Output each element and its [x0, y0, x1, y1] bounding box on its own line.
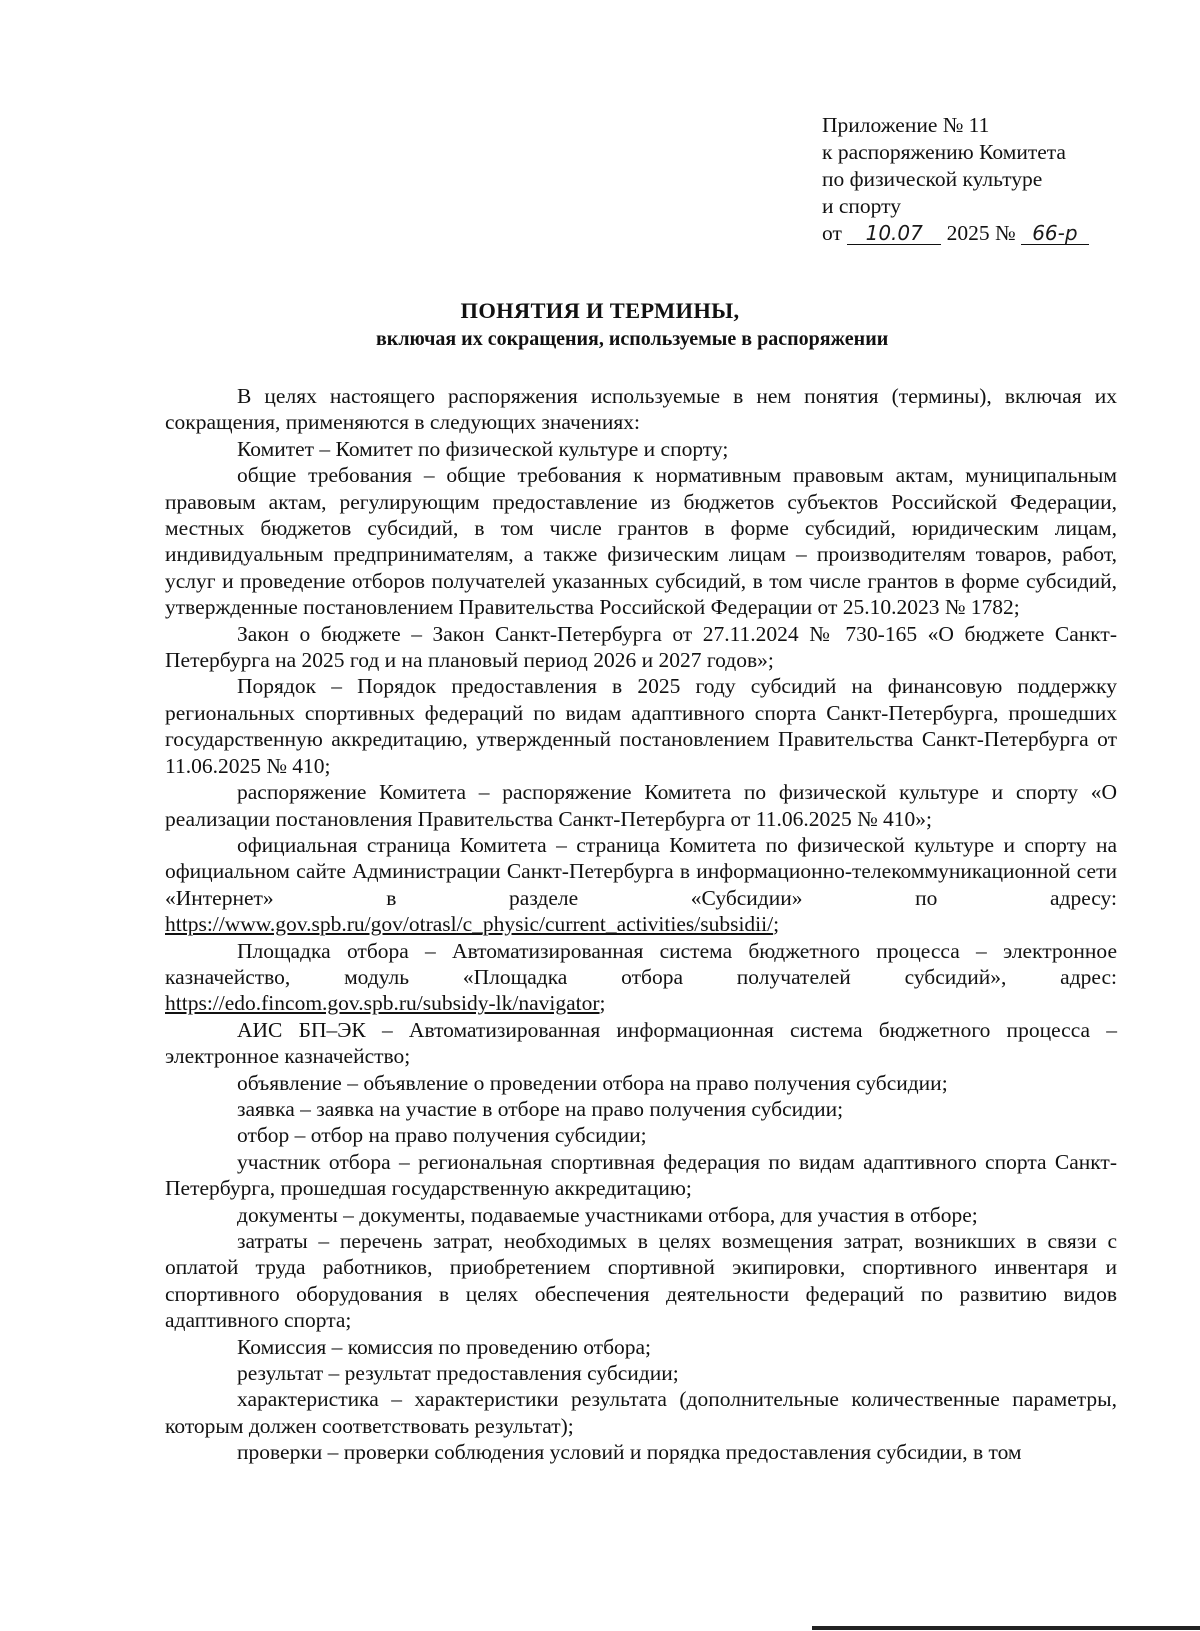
paragraph: АИС БП–ЭК – Автоматизированная информационная система бюджетного процесса – электронное казначейство; [165, 1017, 1117, 1069]
paragraph: Порядок – Порядок предоставления в 2025 году субсидий на финансовую поддержку региональных спортивных федераций по видам адаптивного спорта Санкт-Петербурга, прошедших государственную аккредитацию, утвержденный постановлением Правительства Санкт-Петербурга от 11.06.2025 № 410; [165, 674, 1117, 778]
paragraph: участник отбора – региональная спортивная федерация по видам адаптивного спорта Санкт-Петербурга, прошедшая государственную аккредитацию; [165, 1149, 1117, 1201]
appendix-line-4: и спорту [822, 194, 902, 218]
paragraph-last: проверки – проверки соблюдения условий и порядка предоставления субсидии, в том [237, 1440, 1022, 1465]
paragraph: Комиссия – комиссия по проведению отбора; [237, 1334, 652, 1359]
appendix-line-2: к распоряжению Комитета [822, 140, 1066, 164]
paragraph: Комитет – Комитет по физической культуре и спорту; [237, 436, 729, 461]
paragraph: отбор – отбор на право получения субсидии; [237, 1123, 647, 1148]
year-number-label: 2025 № [946, 221, 1016, 245]
appendix-date-line [822, 220, 1182, 247]
paragraph: результат – результат предоставления субсидии; [237, 1361, 679, 1386]
official-page-tail: ; [773, 912, 780, 937]
paragraph: документы – документы, подаваемые участниками отбора, для участия в отборе; [237, 1202, 978, 1227]
appendix-line-1: Приложение № 11 [822, 113, 990, 137]
official-page-text: официальная страница Комитета – страница Комитета по физической культуре и спорту на официальном сайте Администрации Санкт-Петербурга в информационно-телекоммуникационной сети «Интернет» в разделе «Субсидии» по адресу: [165, 832, 1117, 910]
paragraph: объявление – объявление о проведении отбора на право получения субсидии; [237, 1070, 948, 1095]
handwritten-number: 66-р [1021, 222, 1089, 245]
appendix-header [822, 112, 1182, 247]
document-subtitle: включая их сокращения, используемые в распоряжении [376, 328, 889, 350]
paragraph-official-page [165, 832, 1117, 938]
document-body [165, 383, 1117, 1466]
paragraph-platform [165, 938, 1117, 1017]
handwritten-date: 10.07 [847, 222, 941, 245]
paragraph: Закон о бюджете – Закон Санкт-Петербурга от 27.11.2024 № 730-165 «О бюджете Санкт-Петербурга на 2025 год и на плановый период 2026 и 2027 годов»; [165, 621, 1117, 673]
platform-tail: ; [599, 991, 606, 1016]
official-page-link[interactable]: https://www.gov.spb.ru/gov/otrasl/c_physic/current_activities/subsidii/ [165, 912, 774, 937]
scan-edge-line [812, 1626, 1200, 1630]
platform-link[interactable]: https://edo.fincom.gov.spb.ru/subsidy-lk/navigator [165, 991, 600, 1016]
paragraph: В целях настоящего распоряжения используемые в нем понятия (термины), включая их сокращения, применяются в следующих значениях: [165, 384, 1117, 435]
paragraph: характеристика – характеристики результата (дополнительные количественные параметры, которым должен соответствовать результат); [165, 1387, 1117, 1438]
paragraph: распоряжение Комитета – распоряжение Комитета по физической культуре и спорту «О реализации постановления Правительства Санкт-Петербурга от 11.06.2025 № 410»; [165, 780, 1117, 831]
appendix-line-3: по физической культуре [822, 167, 1043, 191]
paragraph: затраты – перечень затрат, необходимых в целях возмещения затрат, возникших в связи с оплатой труда работников, приобретением спортивной экипировки, спортивного инвентаря и спортивного оборудования в целях обеспечения деятельности федераций по развитию видов адаптивного спорта; [165, 1229, 1117, 1333]
document-title: ПОНЯТИЯ И ТЕРМИНЫ, [460, 298, 740, 323]
date-prefix: от [822, 221, 842, 245]
paragraph: общие требования – общие требования к нормативным правовым актам, муниципальным правовым актам, регулирующим предоставление из бюджетов субъектов Российской Федерации, местных бюджетов субсидий, в том числе грантов в форме субсидий, юридическим лицам, индивидуальным предпринимателям, а также физическим лицам – производителям товаров, работ, услуг и проведение отборов получателей указанных субсидий, в том числе грантов в форме субсидий, утвержденные постановлением Правительства Российской Федерации от 25.10.2023 № 1782; [165, 463, 1117, 620]
paragraph: заявка – заявка на участие в отборе на право получения субсидии; [237, 1096, 844, 1121]
platform-text: Площадка отбора – Автоматизированная система бюджетного процесса – электронное казначейство, модуль «Площадка отбора получателей субсидий», адрес: [165, 938, 1117, 989]
